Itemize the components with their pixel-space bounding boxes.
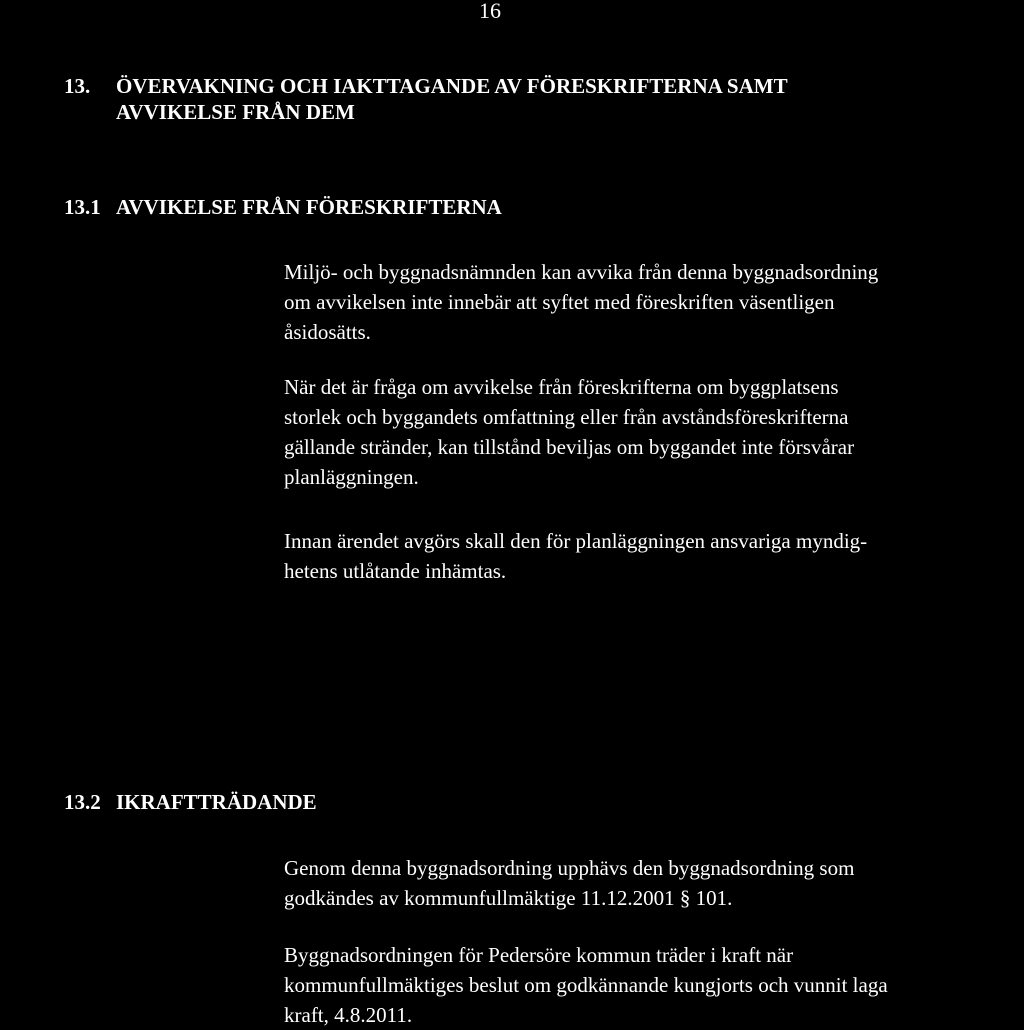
section-13-2-paragraph-1 [284, 853, 1024, 913]
section-13-number: 13. [64, 74, 91, 98]
paragraph-line: planläggningen. [284, 465, 419, 489]
paragraph-line: Byggnadsordningen för Pedersöre kommun träder i kraft när [284, 943, 794, 967]
section-13-2-title: IKRAFTTRÄDANDE [116, 790, 317, 814]
section-13-title-line1: ÖVERVAKNING OCH IAKTTAGANDE AV FÖRESKRIFTERNA SAMT [116, 74, 788, 98]
paragraph-line: åsidosätts. [284, 320, 371, 344]
section-13-1-heading [64, 194, 764, 220]
paragraph-line: kommunfullmäktiges beslut om godkännande kungjorts och vunnit laga [284, 973, 888, 997]
section-13-1-number: 13.1 [64, 195, 101, 219]
paragraph-line: När det är fråga om avvikelse från föreskrifterna om byggplatsens [284, 375, 839, 399]
section-13-1-paragraph-1 [284, 257, 1024, 347]
paragraph-line: godkändes av kommunfullmäktige 11.12.2001 § 101. [284, 886, 733, 910]
section-13-2-number: 13.2 [64, 790, 101, 814]
section-13-2-heading [64, 789, 564, 815]
paragraph-line: storlek och byggandets omfattning eller från avståndsföreskrifterna [284, 405, 849, 429]
paragraph-line: Genom denna byggnadsordning upphävs den byggnadsordning som [284, 856, 855, 880]
paragraph-line: kraft, 4.8.2011. [284, 1003, 413, 1027]
paragraph-line: gällande stränder, kan tillstånd beviljas om byggandet inte försvårar [284, 435, 855, 459]
section-13-1-paragraph-3 [284, 526, 1024, 586]
paragraph-line: Innan ärendet avgörs skall den för planläggningen ansvariga myndig- [284, 529, 868, 553]
section-13-heading [64, 73, 964, 125]
paragraph-line: om avvikelsen inte innebär att syftet med föreskriften väsentligen [284, 290, 835, 314]
paragraph-line: hetens utlåtande inhämtas. [284, 559, 507, 583]
section-13-2-paragraph-2 [284, 940, 1024, 1030]
section-13-1-title: AVVIKELSE FRÅN FÖRESKRIFTERNA [116, 195, 502, 219]
page-number: 16 [479, 0, 501, 23]
section-13-1-paragraph-2 [284, 372, 1024, 492]
paragraph-line: Miljö- och byggnadsnämnden kan avvika från denna byggnadsordning [284, 260, 879, 284]
section-13-title-line2: AVVIKELSE FRÅN DEM [116, 100, 355, 124]
